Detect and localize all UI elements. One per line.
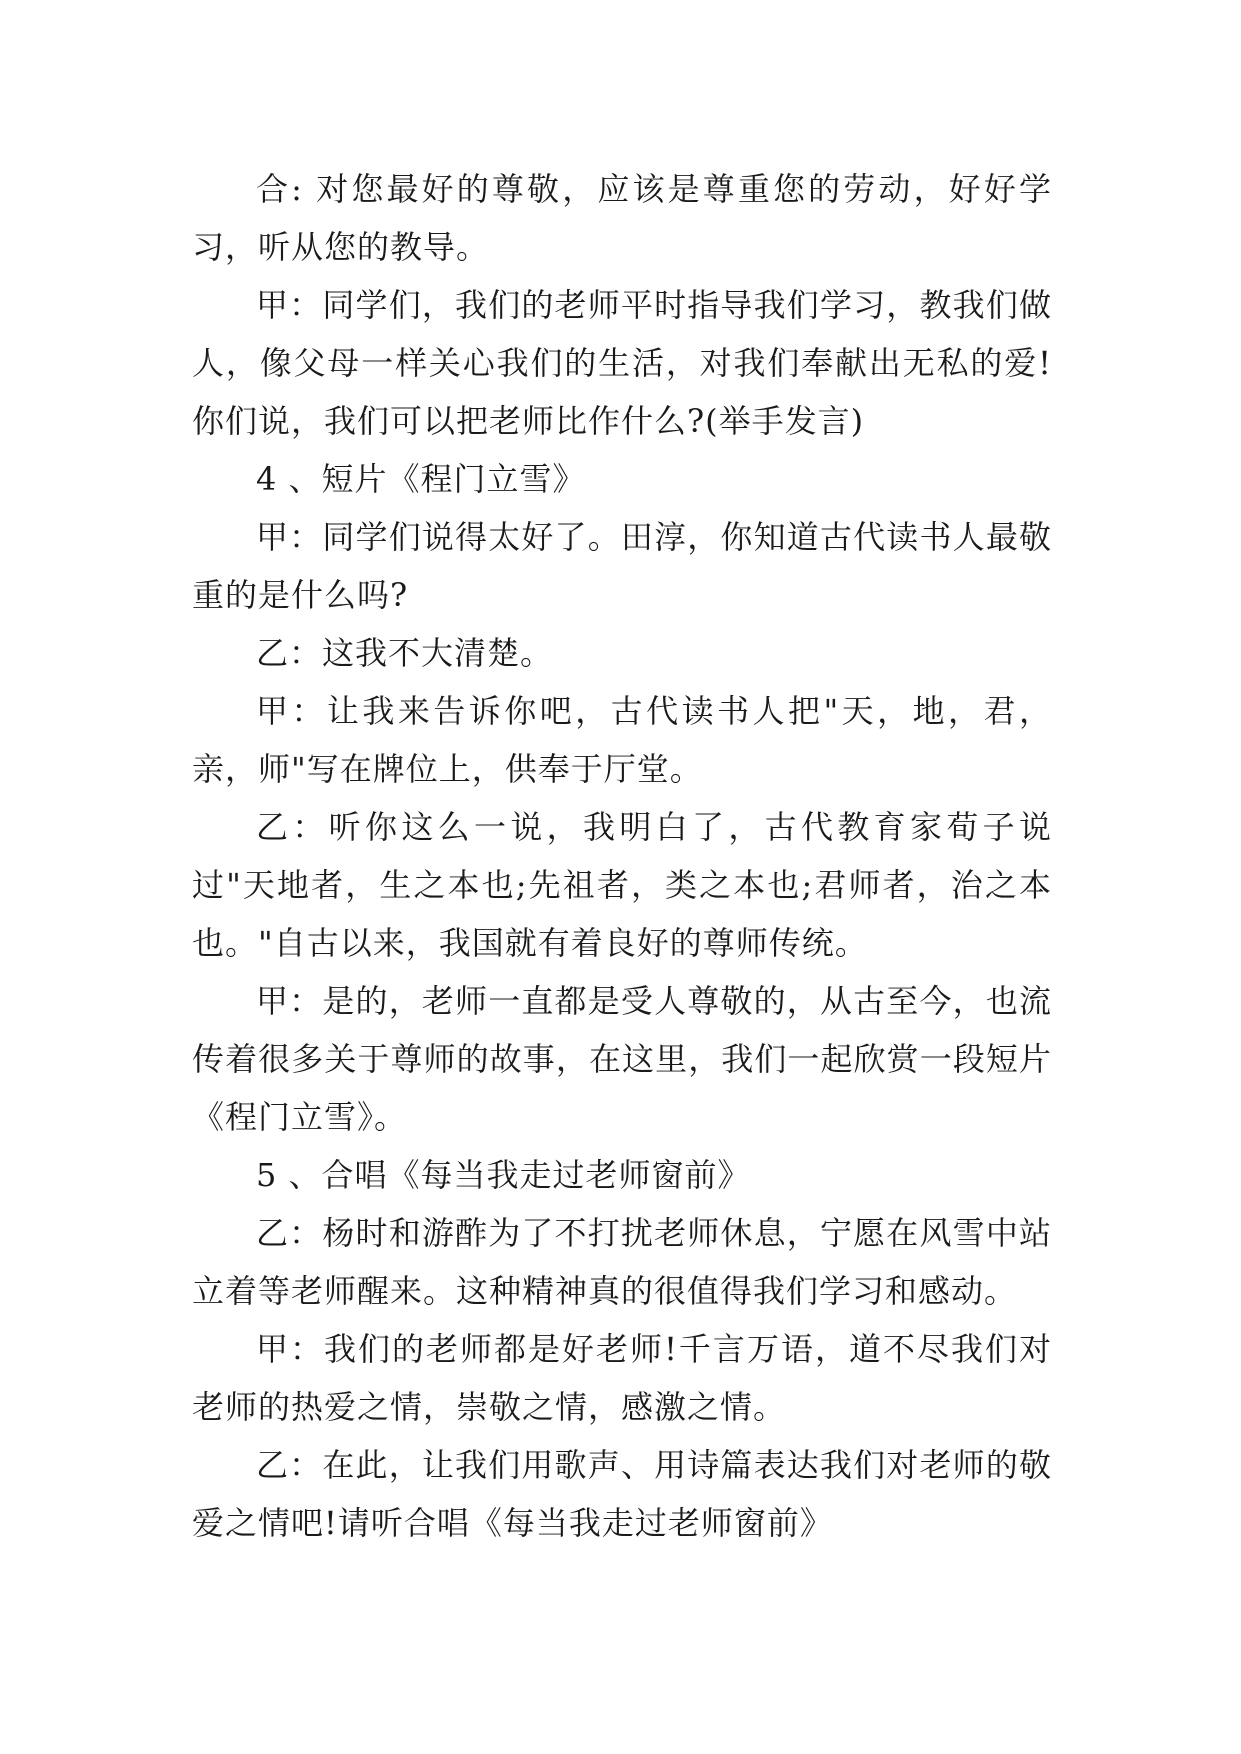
paragraph-yi-yang-shi: 乙：杨时和游酢为了不打扰老师休息，宁愿在风雪中站立着等老师醒来。这种精神真的很值得我们学习和感动。 xyxy=(192,1214,1052,1310)
paragraph-yi-song: 乙：在此，让我们用歌声、用诗篇表达我们对老师的敬爱之情吧!请听合唱《每当我走过老师窗前》 xyxy=(192,1446,1052,1542)
paragraph-jia-stories: 甲：是的，老师一直都是受人尊敬的，从古至今，也流传着很多关于尊师的故事，在这里，我们一起欣赏一段短片《程门立雪》。 xyxy=(192,982,1052,1136)
paragraph-yi-not-sure: 乙：这我不大清楚。 xyxy=(256,634,554,672)
paragraph-jia-good-teachers: 甲：我们的老师都是好老师!千言万语，道不尽我们对老师的热爱之情，崇敬之情，感激之情。 xyxy=(192,1330,1052,1426)
paragraph-chorus-respect: 合: 对您最好的尊敬，应该是尊重您的劳动，好好学习，听从您的教导。 xyxy=(192,170,1052,266)
paragraph-jia-ancient-scholars: 甲：同学们说得太好了。田淳，你知道古代读书人最敬重的是什么吗? xyxy=(192,518,1052,614)
section-heading-chorus: 5 、合唱《每当我走过老师窗前》 xyxy=(256,1156,751,1194)
paragraph-jia-tablet: 甲：让我来告诉你吧，古代读书人把"天，地，君，亲，师"写在牌位上，供奉于厅堂。 xyxy=(192,692,1052,788)
section-heading-short-film: 4 、短片《程门立雪》 xyxy=(256,460,586,498)
paragraph-jia-teacher-compare: 甲：同学们，我们的老师平时指导我们学习，教我们做人，像父母一样关心我们的生活，对我们奉献出无私的爱!你们说，我们可以把老师比作什么?(举手发言) xyxy=(192,286,1052,440)
document-body xyxy=(192,160,1052,1552)
paragraph-yi-xunzi: 乙：听你这么一说，我明白了，古代教育家荀子说过"天地者，生之本也;先祖者，类之本也;君师者，治之本也。"自古以来，我国就有着良好的尊师传统。 xyxy=(192,808,1052,962)
